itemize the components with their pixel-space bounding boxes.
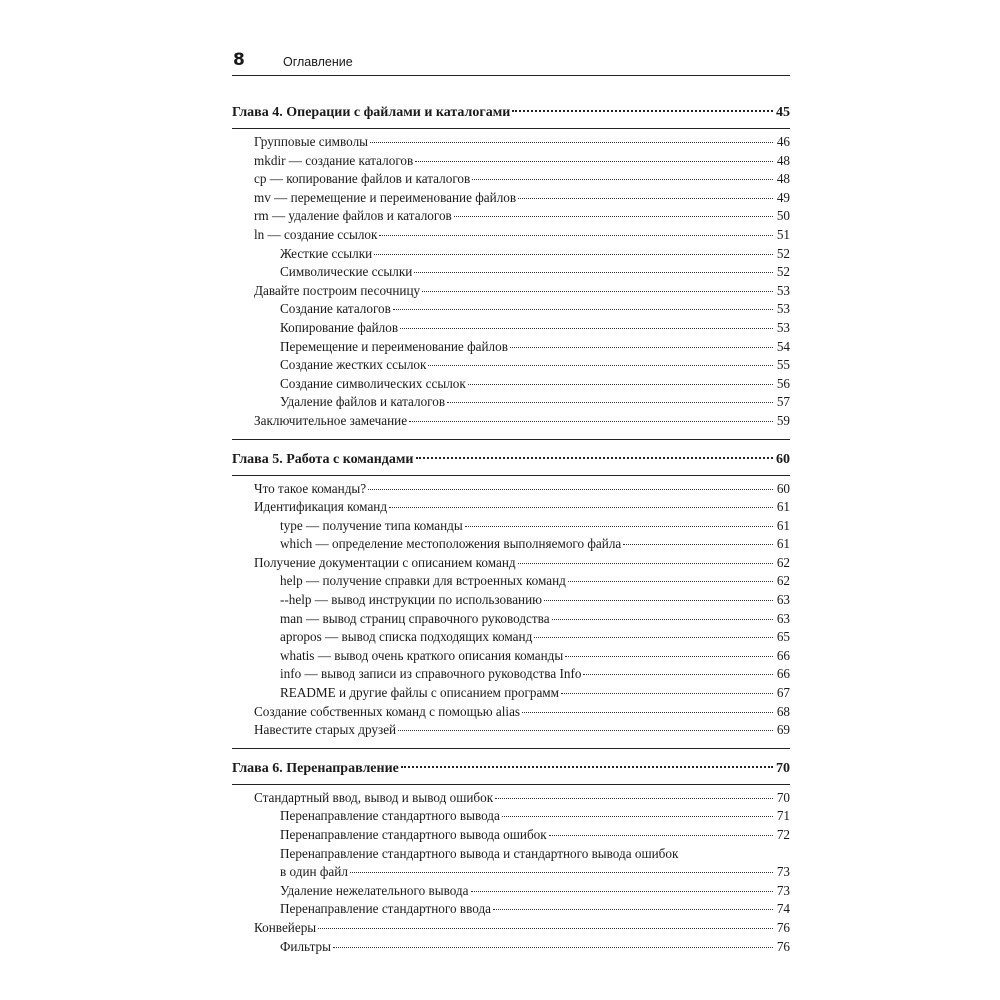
toc-entry-title: Перенаправление стандартного вывода ошибок — [280, 827, 547, 842]
dot-leader — [401, 766, 773, 768]
toc-subsection[interactable] — [232, 684, 790, 703]
chapter-entries — [232, 476, 790, 749]
toc-section[interactable] — [232, 554, 790, 573]
toc-entry-title: which — определение местоположения выполняемого файла — [280, 536, 622, 552]
toc-entry-title: Групповые символы — [254, 134, 369, 149]
dot-leader — [493, 909, 773, 910]
toc-entry-title: Перенаправление стандартного ввода — [280, 901, 492, 917]
dot-leader — [544, 600, 773, 601]
dot-leader — [471, 891, 774, 892]
toc-entry-page-number: 62 — [776, 554, 790, 570]
toc-subsection[interactable] — [232, 647, 790, 666]
chapter-gap — [232, 440, 790, 450]
dot-leader — [393, 309, 773, 310]
dot-leader — [465, 526, 773, 527]
toc-entry-page-number: 62 — [776, 573, 790, 589]
dot-leader — [512, 110, 773, 112]
toc-entry-title: Давайте построим песочницу — [254, 282, 421, 298]
toc-subsection[interactable] — [232, 517, 790, 536]
chapter-page-number: 60 — [776, 451, 790, 467]
dot-leader — [495, 798, 773, 799]
dot-leader — [422, 291, 773, 292]
toc-section[interactable] — [232, 703, 790, 722]
dot-leader — [368, 489, 773, 490]
dot-leader — [409, 421, 773, 422]
toc-entry-title: man — вывод страниц справочного руководства — [280, 610, 550, 626]
toc-entry-page-number: 69 — [776, 722, 790, 738]
toc-subsection[interactable] — [232, 393, 790, 412]
dot-leader — [510, 347, 773, 348]
chapter-page-number: 70 — [776, 760, 790, 776]
toc-entry-title: README и другие файлы с описанием программ — [280, 685, 559, 701]
dot-leader — [552, 619, 773, 620]
dot-leader — [502, 816, 773, 817]
toc-subsection[interactable] — [232, 610, 790, 629]
toc-subsection[interactable] — [232, 863, 790, 882]
page-number: 8 — [233, 50, 245, 70]
toc-entry-page-number: 67 — [776, 685, 790, 701]
dot-leader — [568, 581, 773, 582]
toc-entry-page-number: 50 — [776, 208, 790, 224]
toc-entry-page-number: 57 — [776, 394, 790, 410]
dot-leader — [318, 928, 773, 929]
toc-entry-title: Удаление файлов и каталогов — [280, 394, 446, 410]
toc-subsection[interactable] — [232, 263, 790, 282]
dot-leader — [414, 272, 773, 273]
toc-entry-page-number: 59 — [776, 412, 790, 428]
toc-section[interactable] — [232, 412, 790, 431]
dot-leader — [518, 198, 773, 199]
toc-entry-title: info — вывод записи из справочного руководства Info — [280, 666, 582, 682]
toc-entry-page-number: 51 — [776, 226, 790, 242]
toc-entry-first-line: Перенаправление стандартного вывода и стандартного вывода ошибок — [280, 845, 679, 861]
dot-leader — [518, 563, 773, 564]
toc-entry-page-number: 56 — [776, 375, 790, 391]
toc-entry-title: type — получение типа команды — [280, 517, 463, 533]
toc-entry-title: Заключительное замечание — [254, 412, 408, 428]
toc-entry-title: Создание каталогов — [280, 301, 391, 317]
toc-section[interactable] — [232, 207, 790, 226]
toc-entry-page-number: 63 — [776, 610, 790, 626]
dot-leader — [350, 872, 773, 873]
toc-entry-title: whatis — вывод очень краткого описания команды — [280, 647, 564, 663]
toc-entry-title: Создание жестких ссылок — [280, 357, 427, 373]
toc-entry-title: Стандартный ввод, вывод и вывод ошибок — [254, 789, 494, 805]
toc-entry-title: apropos — вывод списка подходящих команд — [280, 629, 533, 645]
dot-leader — [389, 507, 773, 508]
toc-section[interactable] — [232, 170, 790, 189]
toc-entry-page-number: 66 — [776, 666, 790, 682]
toc-entry-page-number: 48 — [776, 171, 790, 187]
toc-entry-title: rm — удаление файлов и каталогов — [254, 208, 452, 224]
toc-entry-page-number: 70 — [776, 789, 790, 805]
dot-leader — [454, 216, 773, 217]
toc-entry-page-number: 73 — [776, 882, 790, 898]
chapter-page-number: 45 — [776, 105, 790, 120]
toc-entry-title: mkdir — создание каталогов — [254, 152, 414, 168]
toc-entry-page-number: 72 — [776, 827, 790, 842]
toc-entry-page-number: 71 — [776, 808, 790, 824]
chapter-heading[interactable] — [232, 450, 790, 476]
toc-entry-page-number: 46 — [776, 134, 790, 149]
toc-subsection[interactable] — [232, 356, 790, 375]
dot-leader — [623, 544, 773, 545]
toc-subsection[interactable] — [232, 300, 790, 319]
toc-subsection[interactable] — [232, 807, 790, 826]
toc-section[interactable] — [232, 226, 790, 245]
toc-entry-title: Создание собственных команд с помощью alias — [254, 703, 521, 719]
toc-entry-page-number: 65 — [776, 629, 790, 645]
toc-section[interactable] — [232, 919, 790, 938]
toc-entry-page-number: 52 — [776, 245, 790, 261]
toc-section[interactable] — [232, 789, 790, 808]
dot-leader — [472, 179, 773, 180]
toc-subsection[interactable] — [232, 665, 790, 684]
toc-entry-page-number: 61 — [776, 536, 790, 552]
dot-leader — [447, 402, 773, 403]
toc-entry-title: Создание символических ссылок — [280, 375, 466, 391]
dot-leader — [398, 730, 773, 731]
toc-subsection[interactable] — [232, 338, 790, 357]
toc-entry-title: в один файл — [280, 864, 348, 880]
dot-leader — [549, 835, 773, 836]
running-header — [232, 48, 790, 76]
toc-entry-title: Получение документации с описанием команд — [254, 554, 516, 570]
toc-entry-title: Конвейеры — [254, 919, 317, 935]
toc-entry-title: cp — копирование файлов и каталогов — [254, 171, 471, 187]
toc-entry-page-number: 48 — [776, 152, 790, 168]
dot-leader — [428, 365, 773, 366]
toc-entry-page-number: 73 — [776, 864, 790, 880]
dot-leader — [522, 712, 773, 713]
toc-subsection[interactable] — [232, 245, 790, 264]
toc-subsection[interactable] — [232, 591, 790, 610]
toc-entry-title: mv — перемещение и переименование файлов — [254, 189, 517, 205]
book-page — [232, 48, 790, 964]
toc-entry-page-number: 76 — [776, 938, 790, 954]
toc-entry-title: Копирование файлов — [280, 319, 399, 335]
dot-leader — [400, 328, 773, 329]
toc-entry-page-number: 61 — [776, 499, 790, 515]
toc-entry-page-number: 52 — [776, 264, 790, 280]
running-title: Оглавление — [283, 55, 353, 69]
chapter-gap — [232, 749, 790, 759]
toc-entry-title: Перемещение и переименование файлов — [280, 338, 508, 354]
toc-entry-page-number: 76 — [776, 919, 790, 935]
chapter-heading[interactable] — [232, 759, 790, 785]
dot-leader — [534, 637, 773, 638]
toc-subsection[interactable] — [232, 535, 790, 554]
toc-subsection[interactable] — [232, 882, 790, 901]
toc-entry-title: Навестите старых друзей — [254, 722, 397, 738]
toc-entry-page-number: 60 — [776, 480, 790, 496]
toc-entry-page-number: 54 — [776, 338, 790, 354]
toc-entry-title: ln — создание ссылок — [254, 226, 378, 242]
dot-leader — [415, 161, 773, 162]
toc-entry-page-number: 68 — [776, 703, 790, 719]
chapter-entries — [232, 785, 790, 964]
toc-entry-page-number: 53 — [776, 319, 790, 335]
toc-entry-title: Символические ссылки — [280, 264, 413, 280]
chapter-title: Глава 4. Операции с файлами и каталогами — [232, 105, 511, 120]
toc-entry-title: Удаление нежелательного вывода — [280, 882, 469, 898]
toc-entry-page-number: 49 — [776, 189, 790, 205]
toc-entry-title: Что такое команды? — [254, 480, 367, 496]
toc-entry-page-number: 66 — [776, 647, 790, 663]
toc-section[interactable] — [232, 721, 790, 740]
chapter-heading[interactable] — [232, 103, 790, 129]
toc-entry-title: Перенаправление стандартного вывода — [280, 808, 500, 824]
toc-subsection[interactable] — [232, 938, 790, 957]
dot-leader — [583, 674, 773, 675]
toc-subsection[interactable] — [232, 375, 790, 394]
dot-leader — [561, 693, 773, 694]
toc-section[interactable] — [232, 189, 790, 208]
chapter-entries — [232, 129, 790, 440]
toc-subsection[interactable] — [232, 826, 790, 845]
chapter-title: Глава 5. Работа с командами — [232, 451, 414, 467]
toc-section[interactable] — [232, 133, 790, 152]
toc-entry-page-number: 53 — [776, 301, 790, 317]
toc-subsection[interactable] — [232, 572, 790, 591]
dot-leader — [468, 384, 773, 385]
dot-leader — [379, 235, 773, 236]
toc-entry-title: Фильтры — [280, 938, 331, 954]
dot-leader — [416, 457, 774, 459]
toc-entry-title: Идентификация команд — [254, 499, 388, 515]
toc-chapter — [232, 450, 790, 749]
toc-entry-title: Жесткие ссылки — [280, 245, 373, 261]
table-of-contents — [232, 103, 790, 964]
toc-subsection[interactable] — [232, 319, 790, 338]
toc-subsection[interactable] — [232, 628, 790, 647]
chapter-title: Глава 6. Перенаправление — [232, 760, 399, 776]
toc-section[interactable] — [232, 480, 790, 499]
toc-chapter — [232, 103, 790, 440]
dot-leader — [565, 656, 773, 657]
dot-leader — [374, 254, 773, 255]
toc-entry-title: --help — вывод инструкции по использованию — [280, 592, 543, 608]
toc-entry-page-number: 53 — [776, 282, 790, 298]
dot-leader — [333, 947, 773, 948]
toc-section[interactable] — [232, 152, 790, 171]
toc-subsection[interactable] — [232, 900, 790, 919]
toc-entry-title: help — получение справки для встроенных команд — [280, 573, 566, 589]
toc-section[interactable] — [232, 498, 790, 517]
toc-entry-page-number: 61 — [776, 517, 790, 533]
toc-chapter — [232, 759, 790, 964]
toc-entry-page-number: 74 — [776, 901, 790, 917]
dot-leader — [370, 142, 773, 143]
toc-section[interactable] — [232, 282, 790, 301]
toc-entry-page-number: 55 — [776, 357, 790, 373]
toc-entry-page-number: 63 — [776, 592, 790, 608]
